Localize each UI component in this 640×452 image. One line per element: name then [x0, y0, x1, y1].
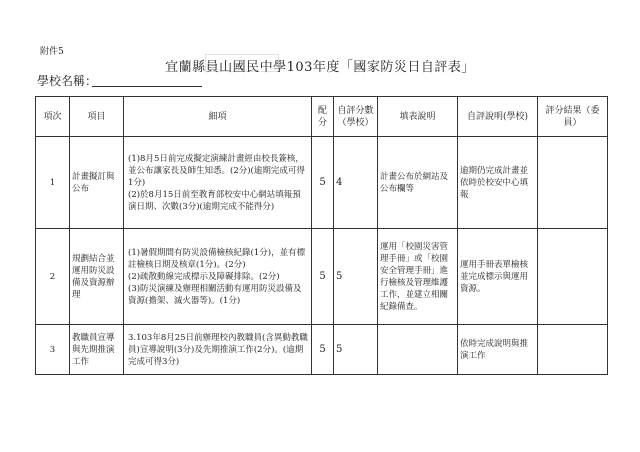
detail-line: (2)於8月15日前至教育部校安中心網站填報預演日期、次數(3分)(逾期完成不能得分): [128, 189, 301, 212]
header-no: 項次: [36, 97, 70, 137]
row-no: 2: [36, 229, 70, 325]
row-no: 1: [36, 137, 70, 229]
row-detail: [124, 229, 312, 325]
table-row: [36, 137, 608, 229]
row-result: [538, 137, 608, 229]
table-row: [36, 325, 608, 375]
header-detail: 細項: [124, 97, 312, 137]
header-self-score: 自評分數（學校）: [334, 97, 378, 137]
header-instruction: 填表說明: [378, 97, 458, 137]
row-result: [538, 229, 608, 325]
row-self-score: 4: [334, 137, 378, 229]
row-score: 5: [312, 229, 334, 325]
row-detail: [124, 325, 312, 375]
header-score: 配分: [312, 97, 334, 137]
row-self-note: 依時完成說明與推演工作: [458, 325, 538, 375]
school-name-label: 學校名稱：: [37, 74, 98, 88]
header-item: 項目: [70, 97, 124, 137]
header-result: 評分結果（委員）: [538, 97, 608, 137]
detail-line: (1)8月5日前完成擬定演練計畫經由校長簽核，並公布讓家長及師生知悉。(2分)(逾期完成可得1分): [128, 153, 305, 188]
detail-line: (2)疏散動線完成標示及障礙排除。(2分): [128, 271, 280, 282]
row-result: [538, 325, 608, 375]
row-instruction: [378, 325, 458, 375]
row-self-note: 運用手冊表單檢核並完成標示與運用資源。: [458, 229, 538, 325]
header-self-note: 自評說明(學校): [458, 97, 538, 137]
row-score: 5: [312, 137, 334, 229]
row-self-score: 5: [334, 229, 378, 325]
row-instruction: 計畫公布於網站及公布欄等: [378, 137, 458, 229]
row-self-score: 5: [334, 325, 378, 375]
row-item: 計畫擬訂與公布: [70, 137, 124, 229]
row-detail: [124, 137, 312, 229]
detail-line: (3)防災演練及辦理相關活動有運用防災設備及資源(擔架、滅火器等)。(1分): [128, 283, 302, 306]
table-row: [36, 229, 608, 325]
attachment-label: 附件5: [40, 47, 64, 57]
self-assessment-table: [35, 96, 608, 375]
school-name-line: [92, 86, 202, 87]
detail-line: (1)暑假期間有防災設備檢核紀錄(1分)，並有標註檢核日期及核章(1分)。(2分): [128, 247, 306, 270]
row-self-note: 逾期仍完成計畫並依時於校安中心填報: [458, 137, 538, 229]
header-row: [36, 97, 608, 137]
row-score: 5: [312, 325, 334, 375]
row-item: 規劃結合並運用防災設備及資源辦理: [70, 229, 124, 325]
row-no: 3: [36, 325, 70, 375]
page-title: 宜蘭縣員山國民中學103年度「國家防災日自評表」: [165, 60, 475, 75]
detail-line: 3.103年8月25日前辦理校內教職員(含異動教職員)宣導說明(3分)及先期推演工作(2分)。(逾期完成可得3分): [128, 332, 308, 367]
row-item: 教職員宣導與先期推演工作: [70, 325, 124, 375]
row-instruction: 運用「校園災害管理手冊」或「校園安全管理手冊」進行檢核及管理維護工作，並建立相關紀錄備查。: [378, 229, 458, 325]
